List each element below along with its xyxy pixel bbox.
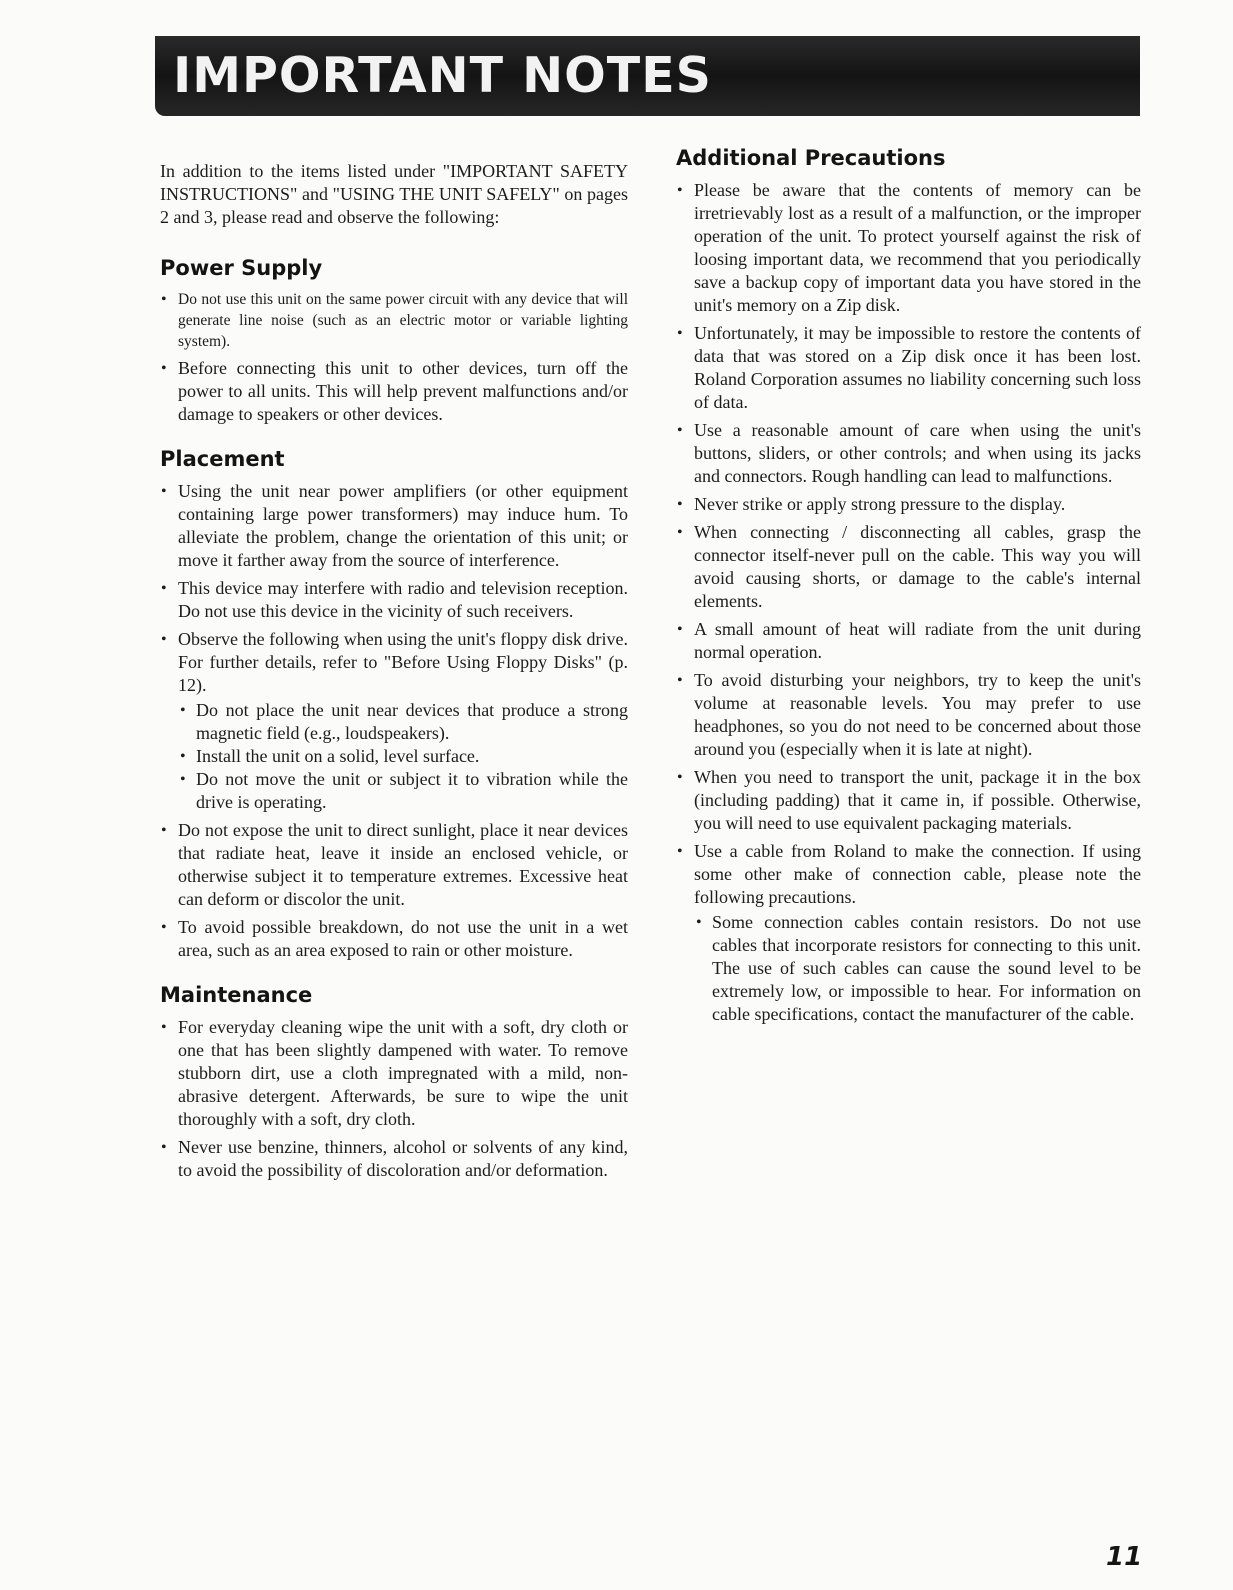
list-item-text: Observe the following when using the unit's floppy disk drive. For further details, refer to "Before Using Floppy Disks" (p. 12). — [178, 629, 628, 695]
left-column — [160, 160, 628, 1202]
list-item: • Do not use this unit on the same power circuit with any device that will generate line noise (such as an electric motor or variable lighting system). — [160, 289, 628, 352]
sub-list-item: • Do not move the unit or subject it to vibration while the drive is operating. — [178, 768, 628, 814]
list-item: • Please be aware that the contents of memory can be irretrievably lost as a result of a malfunction, or the improper operation of the unit. To protect yourself against the risk of loosing important data, we recommend that you periodically save a backup copy of important data you have stored in the unit's memory on a Zip disk. — [676, 179, 1141, 317]
list-item — [160, 628, 628, 814]
list-item: • Use a reasonable amount of care when using the unit's buttons, sliders, or other controls; and when using its jacks and connectors. Rough handling can lead to malfunctions. — [676, 419, 1141, 488]
page-title: IMPORTANT NOTES — [173, 47, 712, 104]
power-supply-list — [160, 289, 628, 352]
list-item: • Using the unit near power amplifiers (or other equipment containing large power transformers) may induce hum. To alleviate the problem, change the orientation of this unit; or move it farther away from the source of interference. — [160, 480, 628, 572]
list-item: • Unfortunately, it may be impossible to restore the contents of data that was stored on a Zip disk once it has been lost. Roland Corporation assumes no liability concerning such loss of data. — [676, 322, 1141, 414]
additional-precautions-list — [676, 179, 1141, 1026]
list-item: • Never strike or apply strong pressure to the display. — [676, 493, 1141, 516]
list-item-text: Use a cable from Roland to make the connection. If using some other make of connection cable, please note the following precautions. — [694, 841, 1141, 907]
placement-list — [160, 480, 628, 962]
additional-precautions-heading: Additional Precautions — [676, 146, 946, 170]
page-number: 11 — [1106, 1542, 1143, 1572]
list-item: • When you need to transport the unit, package it in the box (including padding) that it came in, if possible. Otherwise, you will need to use equivalent packaging materials. — [676, 766, 1141, 835]
title-banner — [155, 36, 1140, 116]
list-item: • Before connecting this unit to other devices, turn off the power to all units. This will help prevent malfunctions and/or damage to speakers or other devices. — [160, 357, 628, 426]
power-supply-list-cont — [160, 357, 628, 426]
sub-list-item: • Some connection cables contain resistors. Do not use cables that incorporate resistors for connecting to this unit. The use of such cables can cause the sound level to be extremely low, or impossible to hear. For information on cable specifications, contact the manufacturer of the cable. — [694, 911, 1141, 1026]
maintenance-list — [160, 1016, 628, 1182]
list-item: • To avoid disturbing your neighbors, try to keep the unit's volume at reasonable levels. You may prefer to use headphones, so you do not need to be concerned about those around you (especially when it is late at night). — [676, 669, 1141, 761]
power-supply-heading: Power Supply — [160, 256, 323, 280]
sub-list-item: • Install the unit on a solid, level surface. — [178, 745, 628, 768]
list-item — [676, 840, 1141, 1026]
list-item: • This device may interfere with radio and television reception. Do not use this device in the vicinity of such receivers. — [160, 577, 628, 623]
list-item: • For everyday cleaning wipe the unit with a soft, dry cloth or one that has been slightly dampened with water. To remove stubborn dirt, use a cloth impregnated with a mild, non-abrasive detergent. Afterwards, be sure to wipe the unit thoroughly with a soft, dry cloth. — [160, 1016, 628, 1131]
intro-paragraph: In addition to the items listed under "IMPORTANT SAFETY INSTRUCTIONS" and "USING THE UNIT SAFELY" on pages 2 and 3, please read and observe the following: — [160, 161, 628, 227]
right-column — [676, 145, 1141, 1046]
floppy-sublist — [178, 699, 628, 814]
cable-sublist — [694, 911, 1141, 1026]
list-item: • Never use benzine, thinners, alcohol or solvents of any kind, to avoid the possibility of discoloration and/or deformation. — [160, 1136, 628, 1182]
maintenance-heading: Maintenance — [160, 983, 313, 1007]
list-item: • A small amount of heat will radiate from the unit during normal operation. — [676, 618, 1141, 664]
list-item: • When connecting / disconnecting all cables, grasp the connector itself-never pull on the cable. This way you will avoid causing shorts, or damage to the cable's internal elements. — [676, 521, 1141, 613]
sub-list-item: • Do not place the unit near devices that produce a strong magnetic field (e.g., loudspeakers). — [178, 699, 628, 745]
placement-heading: Placement — [160, 447, 285, 471]
list-item: • To avoid possible breakdown, do not use the unit in a wet area, such as an area exposed to rain or other moisture. — [160, 916, 628, 962]
list-item: • Do not expose the unit to direct sunlight, place it near devices that radiate heat, leave it inside an enclosed vehicle, or otherwise subject it to temperature extremes. Excessive heat can deform or discolor the unit. — [160, 819, 628, 911]
